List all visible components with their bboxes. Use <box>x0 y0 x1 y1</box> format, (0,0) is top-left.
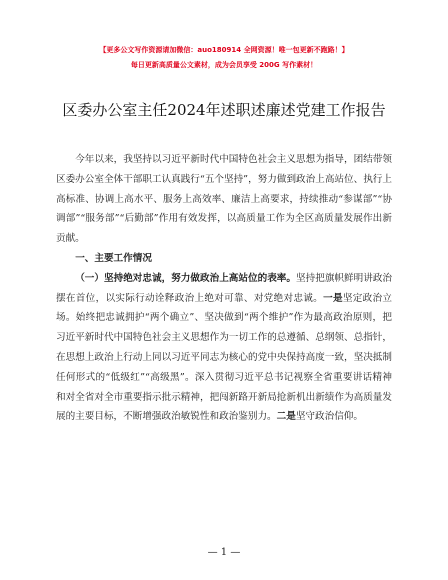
promo-line-2: 每日更新高质量公文素材，成为会员享受 200G 写作素材！ <box>130 61 318 69</box>
document-body <box>56 150 392 427</box>
point-one-label: 一是 <box>323 292 343 304</box>
intro-paragraph: 今年以来，我坚持以习近平新时代中国特色社会主义思想为指导，团结带领区委办公室全体干部职工认真践行“五个坚持”，努力做到政治上高站位、执行上高标准、协调上高水平、服务上高效率、廉洁上高要求，持续推动“参谋部”“协调部”“服务部”“后勤部”作用有效发挥，以高质量工作为全区高质量发展作出新贡献。 <box>56 154 392 245</box>
promo-line-1: 【更多公文写作资源请加微信：auo180914 全网资源！唯一包更新不跑路！】 <box>99 46 349 54</box>
subsection-paragraph <box>56 269 392 427</box>
section-heading: 一、主要工作情况 <box>75 252 152 264</box>
point-one-text: 坚定政治立场。始终把忠诚拥护“两个确立”、坚决做到“两个维护”作为最高政治原则，把习近平新时代中国特色社会主义思想作为一切工作的总遵循、总纲领、总指针，在思想上政治上行动上同以习近平同志为核心的党中央保持高度一致，坚决抵制任何形式的“低级红”“高级黑”。深入贯彻习近平总书记视察全省重要讲话精神和对全省对全市重要指示批示精神，把闯新路开新局抢新机出新绩作为高质量发展的主要目标，不断增强政治敏锐性和政治鉴别力。 <box>56 292 393 423</box>
subsection-text: 坚持把旗帜鲜明讲政治摆在首位，以实际行动诠释政治上绝对可靠、对党绝对忠诚。 <box>56 272 393 304</box>
subsection-title: （一）坚持绝对忠诚，努力做政治上高站位的表率。 <box>75 272 297 284</box>
point-two-label: 二是 <box>276 411 296 423</box>
page-number: — 1 — <box>207 547 241 558</box>
document-title: 区委办公室主任2024年述职述廉述党建工作报告 <box>62 101 386 119</box>
point-two-text: 坚守政治信仰。 <box>295 411 363 423</box>
